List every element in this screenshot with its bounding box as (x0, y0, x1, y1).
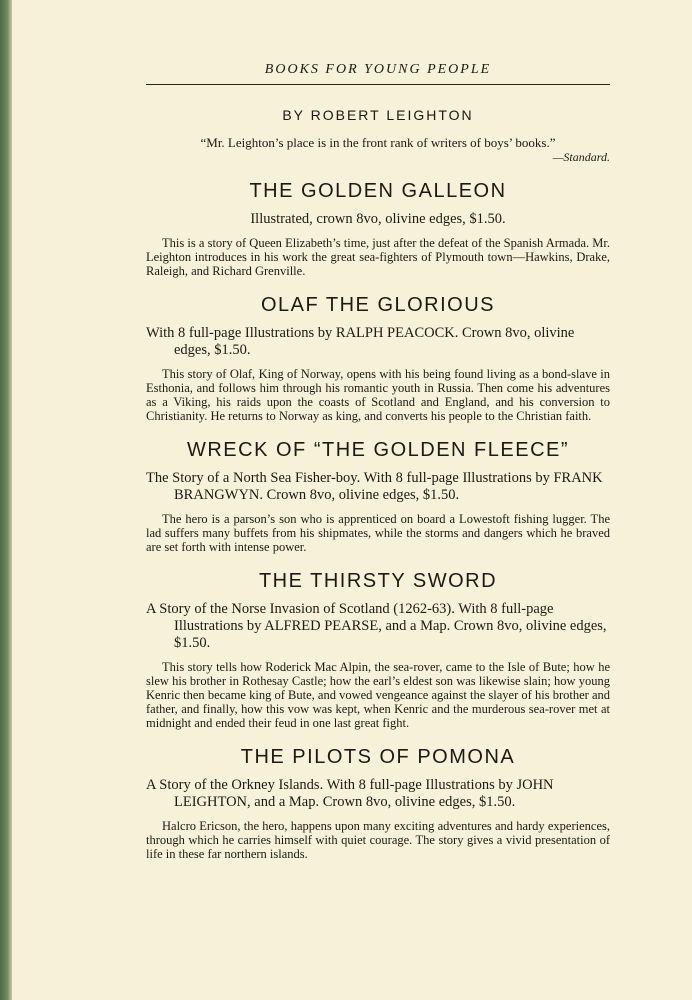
book-subtitle: A Story of the Orkney Islands. With 8 full-page Illustrations by JOHN LEIGHTON, and a Map. Crown 8vo, olivine edges, $1.50. (146, 777, 554, 810)
book-subtitle: A Story of the Norse Invasion of Scotland (1262-63). With 8 full-page Illustrations by ALFRED PEARSE, and a Map. Crown 8vo, olivine edges, $1.50. (146, 601, 607, 651)
book-entry (146, 294, 610, 423)
book-entry (146, 746, 610, 861)
book-description: The hero is a parson’s son who is apprenticed on board a Lowestoft fishing lugger. The lad suffers many buffets from his shipmates, while the storms and dangers which he braved are set forth with intense power. (146, 512, 610, 554)
book-description: Halcro Ericson, the hero, happens upon many exciting adventures and hardy experiences, through which he carries himself with quiet courage. The story gives a vivid presentation of life in these far northern islands. (146, 819, 610, 861)
book-title: WRECK OF “THE GOLDEN FLEECE” (186, 439, 570, 461)
book-description: This story tells how Roderick Mac Alpin, the sea-rover, came to the Isle of Bute; how he slew his brother in Rothesay Castle; how the earl’s eldest son was likewise slain; how young Kenric then became king of Bute, and vowed vengeance against the slayer of his brother and father, and finally, how this vow was kept, when Kenric and the murderous sea-rover met at midnight and ended their feud in one last great fight. (146, 660, 610, 730)
running-head: BOOKS FOR YOUNG PEOPLE (146, 62, 610, 85)
review-quote: “Mr. Leighton’s place is in the front rank of writers of boys’ books.” (200, 135, 556, 150)
book-binding-edge (0, 0, 12, 1000)
book-title: THE PILOTS OF POMONA (240, 746, 516, 768)
book-title: THE GOLDEN GALLEON (249, 180, 507, 202)
author-heading: BY ROBERT LEIGHTON (282, 107, 474, 123)
book-entry (146, 439, 610, 554)
book-subtitle: Illustrated, crown 8vo, olivine edges, $1.50. (250, 211, 506, 227)
book-description: This is a story of Queen Elizabeth’s time, just after the defeat of the Spanish Armada. Mr. Leighton introduces in his work the great sea-fighters of Plymouth town—Hawkins, Drake, Raleigh, and Richard Grenville. (146, 236, 610, 278)
book-title: THE THIRSTY SWORD (258, 570, 498, 592)
book-title: OLAF THE GLORIOUS (260, 294, 496, 316)
book-subtitle: The Story of a North Sea Fisher-boy. With 8 full-page Illustrations by FRANK BRANGWYN. Crown 8vo, olivine edges, $1.50. (146, 470, 603, 503)
book-subtitle: With 8 full-page Illustrations by RALPH PEACOCK. Crown 8vo, olivine edges, $1.50. (146, 325, 575, 358)
page (146, 62, 610, 861)
book-entry (146, 180, 610, 278)
book-entry (146, 570, 610, 730)
book-description: This story of Olaf, King of Norway, opens with his being found living as a bond-slave in Esthonia, and follows him through his romantic youth in Russia. Then come his adventures as a Viking, his raids upon the coasts of Scotland and England, and his conversion to Christianity. He returns to Norway as king, and converts his people to the Christian faith. (146, 367, 610, 423)
review-source: —Standard. (552, 150, 610, 164)
